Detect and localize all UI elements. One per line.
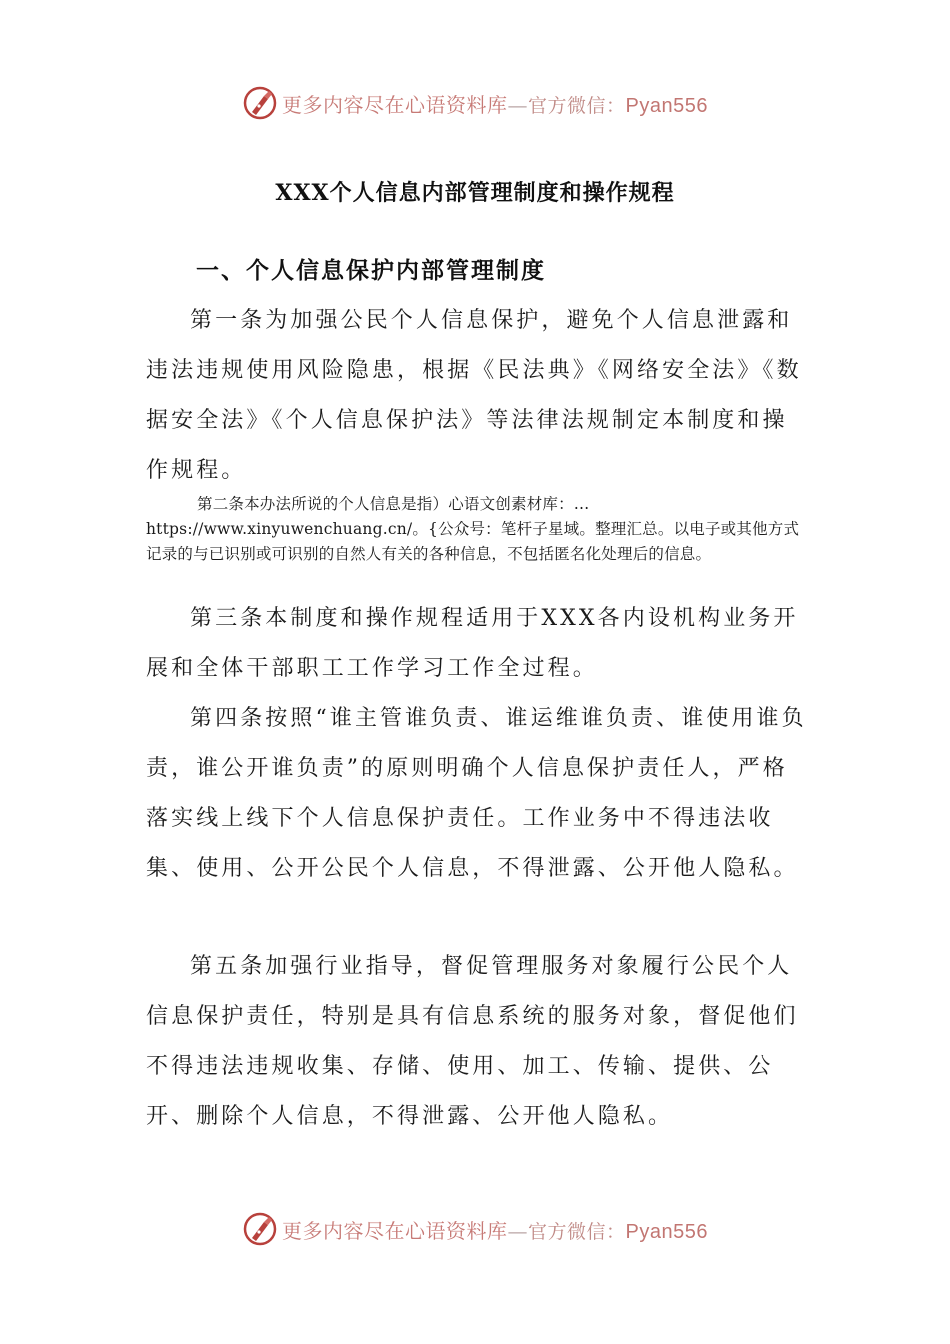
pen-nib-logo-icon <box>242 85 278 121</box>
banner-wechat-id: Pyan556 <box>625 1220 708 1243</box>
banner-official-text: 官方微信： <box>528 94 626 117</box>
paragraph-article-5: 第五条加强行业指导，督促管理服务对象履行公民个人信息保护责任，特别是具有信息系统的服务对象，督促他们不得违法违规收集、存储、使用、加工、传输、提供、公开、删除个人信息，不得泄露、公开他人隐私。 <box>146 954 799 1129</box>
banner-text <box>282 1215 708 1244</box>
paragraph-article-3: 第三条本制度和操作规程适用于XXX各内设机构业务开展和全体干部职工工作学习工作全过程。 <box>146 606 799 681</box>
banner-text <box>282 89 708 118</box>
paragraph-article-1: 第一条为加强公民个人信息保护，避免个人信息泄露和违法违规使用风险隐患，根据《民法典》《网络安全法》《数据安全法》《个人信息保护法》等法律法规制定本制度和操作规程。 <box>146 308 802 483</box>
banner-separator: — <box>507 92 528 117</box>
section-heading: 一、个人信息保护内部管理制度 <box>196 257 546 284</box>
paragraph-article-2: 第二条本办法所说的个人信息是指）心语文创素材库：…https://www.xinyuwenchuang.cn/。{公众号：笔杆子星域。整理汇总。以电子或其他方式记录的与已识别或可识别的自然人有关的各种信息，不包括匿名化处理后的信息。 <box>146 495 800 563</box>
banner-separator: — <box>507 1218 528 1243</box>
document-title: XXX个人信息内部管理制度和操作规程 <box>275 180 675 206</box>
paragraph-article-4: 第四条按照“谁主管谁负责、谁运维谁负责、谁使用谁负责，谁公开谁负责”的原则明确个人信息保护责任人，严格落实线上线下个人信息保护责任。工作业务中不得违法收集、使用、公开公民个人信息，不得泄露、公开他人隐私。 <box>146 706 807 881</box>
banner-wechat-id: Pyan556 <box>625 94 708 117</box>
banner-main-text: 更多内容尽在心语资料库 <box>282 1218 508 1243</box>
footer-banner <box>0 1206 950 1252</box>
banner-main-text: 更多内容尽在心语资料库 <box>282 92 508 117</box>
banner-official-text: 官方微信： <box>528 1220 626 1243</box>
pen-nib-logo-icon <box>242 1211 278 1247</box>
header-banner <box>0 80 950 126</box>
